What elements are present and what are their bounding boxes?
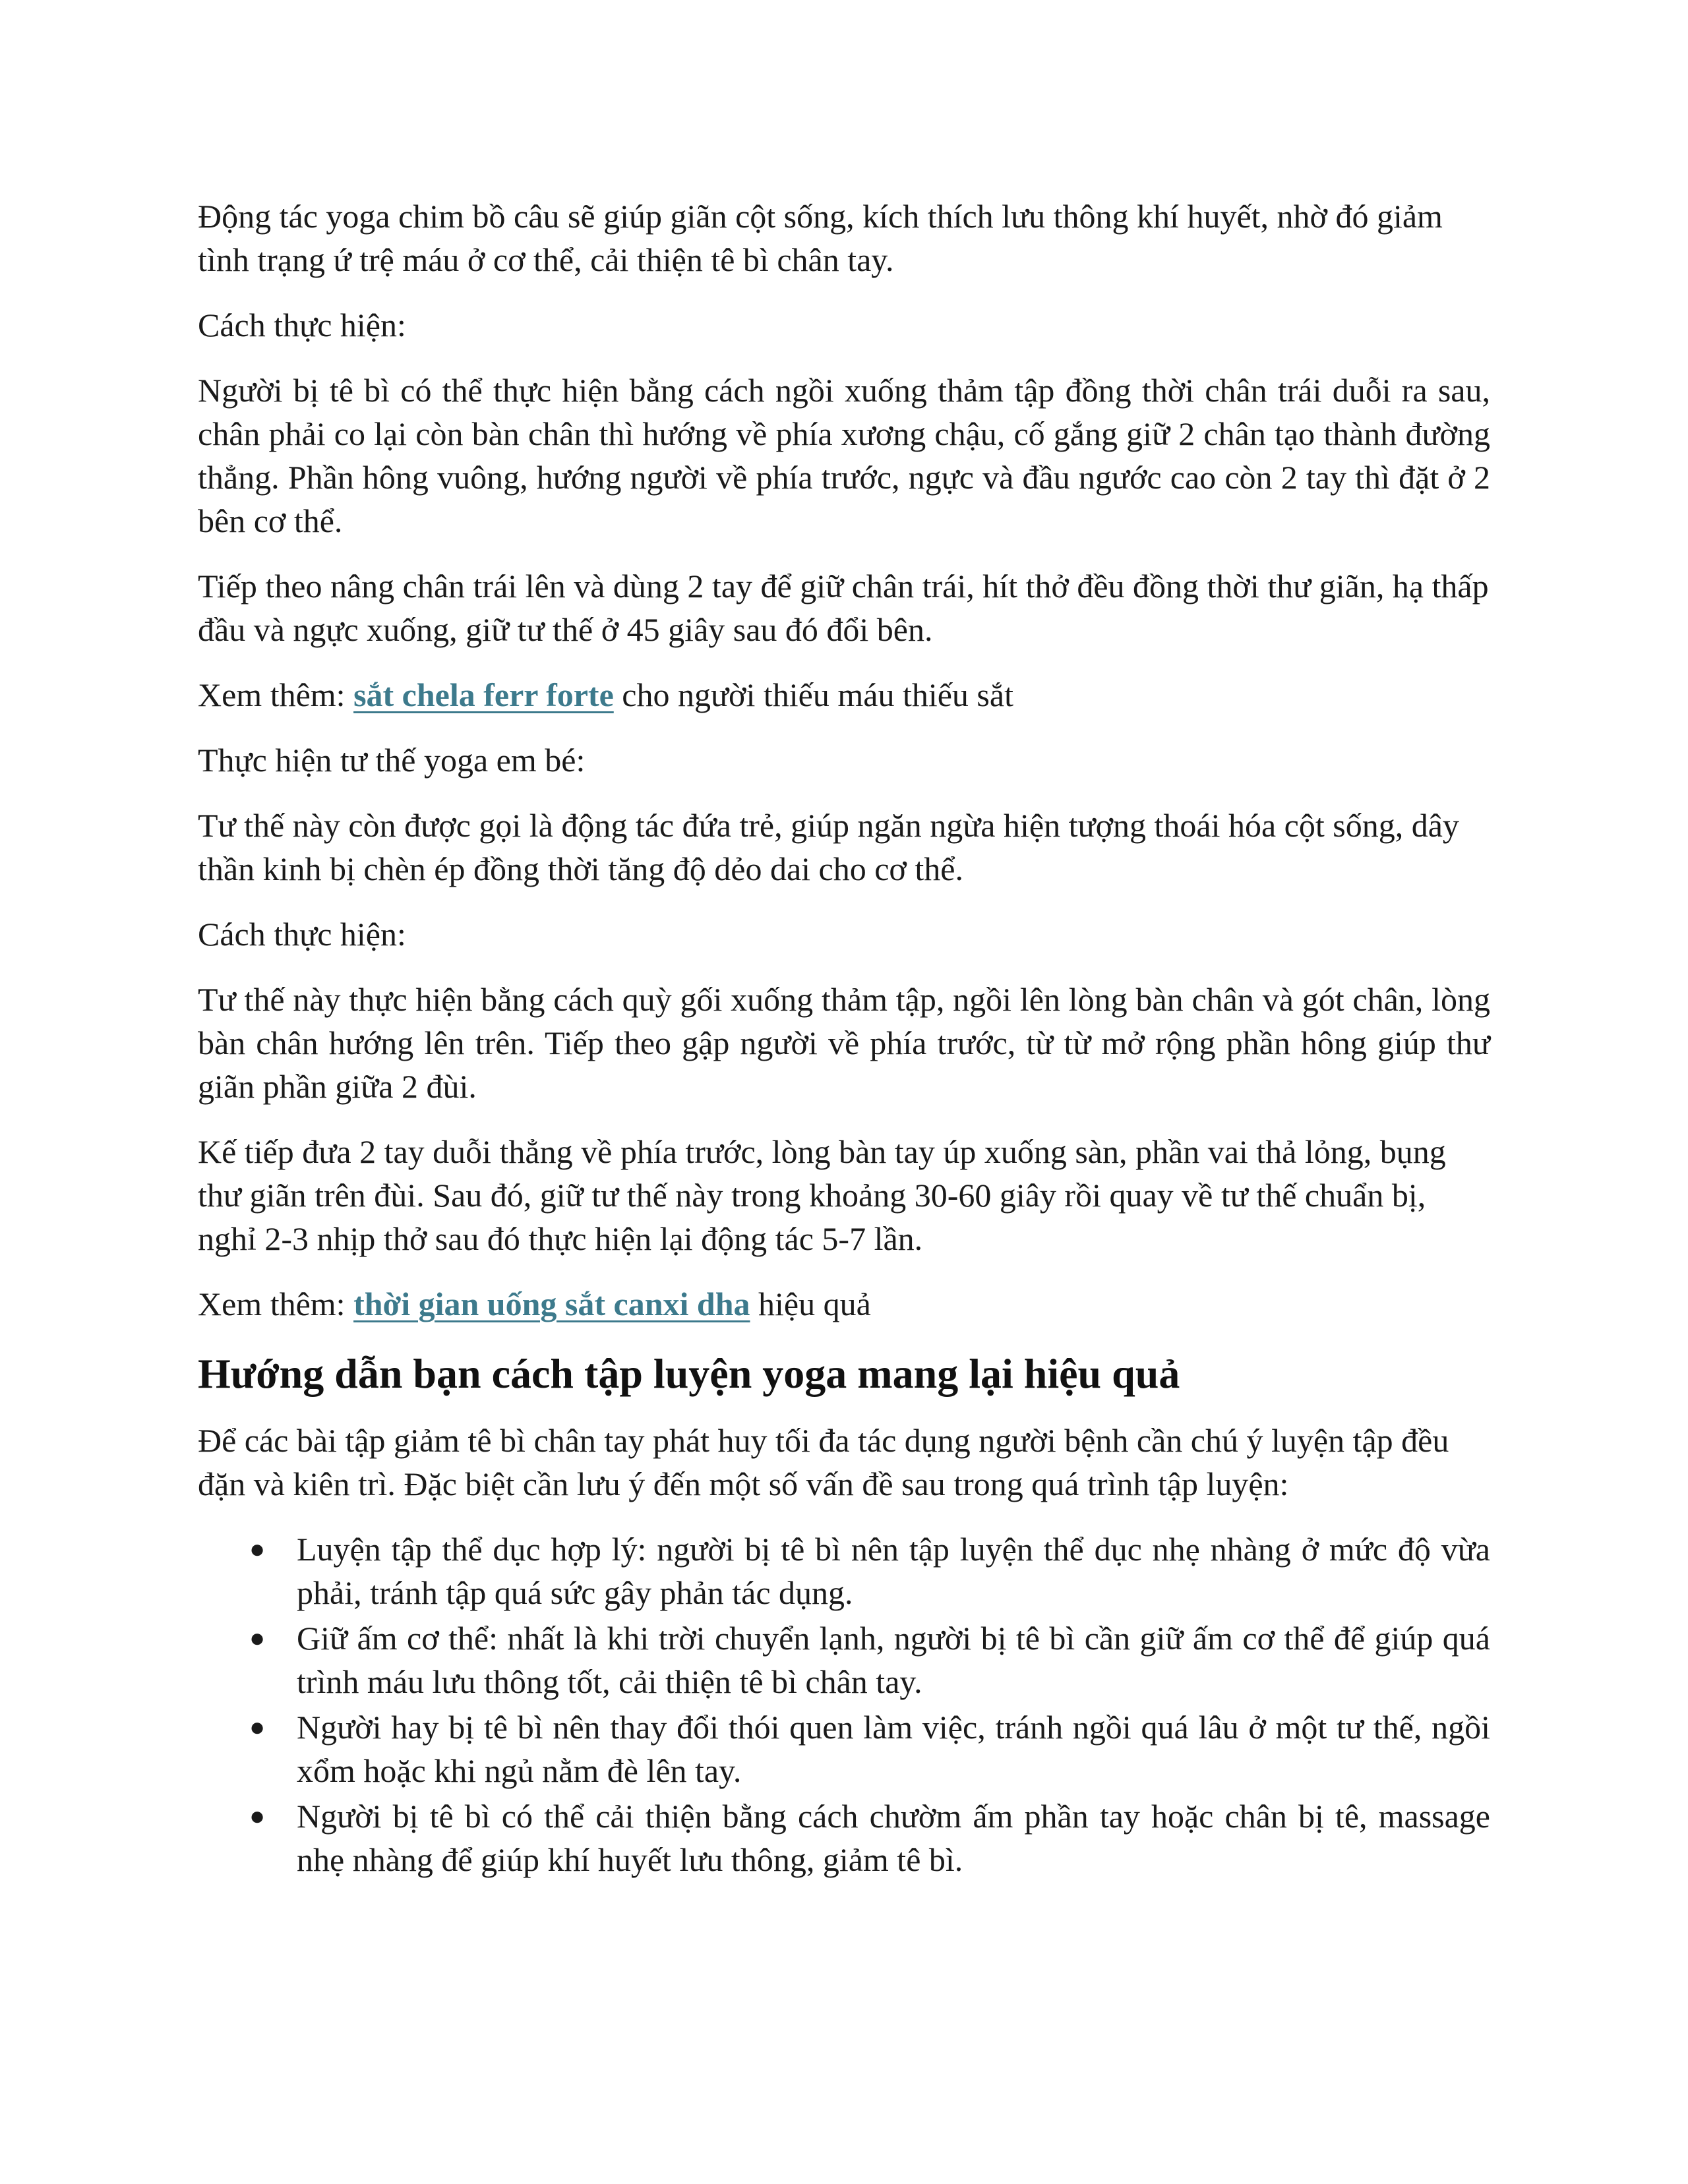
paragraph-child-pose-title: Thực hiện tư thế yoga em bé: bbox=[198, 742, 586, 779]
bullet-icon: ● bbox=[249, 1534, 266, 1564]
bullet-icon: ● bbox=[249, 1801, 266, 1831]
see-more-iron-supplement bbox=[198, 673, 1490, 717]
paragraph-pigeon-pose-steps: Người bị tê bì có thể thực hiện bằng cách ngồi xuống thảm tập đồng thời chân trái duỗi ra sau, chân phải co lại còn bàn chân thì hướng về phía xương chậu, cố gắng giữ 2 chân tạo thành đường thẳng. Phần hông vuông, hướng người về phía trước, ngực và đầu ngước cao còn 2 tay thì đặt ở 2 bên cơ thể. bbox=[198, 372, 1490, 539]
paragraph-how-to-label: Cách thực hiện: bbox=[198, 307, 406, 343]
see-more-prefix: Xem thêm: bbox=[198, 1285, 354, 1322]
bullet-icon: ● bbox=[249, 1712, 266, 1742]
list-item bbox=[249, 1527, 1490, 1614]
paragraph-pigeon-pose-benefits: Động tác yoga chim bồ câu sẽ giúp giãn cột sống, kích thích lưu thông khí huyết, nhờ đó giảm tình trạng ứ trệ máu ở cơ thể, cải thiện tê bì chân tay. bbox=[198, 198, 1443, 278]
list-item bbox=[249, 1705, 1490, 1792]
tip-text: Luyện tập thể dục hợp lý: người bị tê bì nên tập luyện thể dục nhẹ nhàng ở mức độ vừa phải, tránh tập quá sức gây phản tác dụng. bbox=[297, 1531, 1490, 1611]
tip-text: Giữ ấm cơ thể: nhất là khi trời chuyển lạnh, người bị tê bì cần giữ ấm cơ thể để giúp quá trình máu lưu thông tốt, cải thiện tê bì chân tay. bbox=[297, 1620, 1490, 1700]
tip-text: Người bị tê bì có thể cải thiện bằng cách chườm ấm phần tay hoặc chân bị tê, massage nhẹ nhàng để giúp khí huyết lưu thông, giảm tê bì. bbox=[297, 1798, 1490, 1878]
paragraph-child-pose-benefits: Tư thế này còn được gọi là động tác đứa trẻ, giúp ngăn ngừa hiện tượng thoái hóa cột sống, dây thần kinh bị chèn ép đồng thời tăng độ dẻo dai cho cơ thể. bbox=[198, 807, 1459, 887]
iron-calcium-dha-link[interactable]: thời gian uống sắt canxi dha bbox=[353, 1285, 750, 1322]
list-item bbox=[249, 1794, 1490, 1881]
see-more-suffix: hiệu quả bbox=[750, 1285, 871, 1322]
list-item bbox=[249, 1616, 1490, 1703]
paragraph-pigeon-pose-hold: Tiếp theo nâng chân trái lên và dùng 2 tay để giữ chân trái, hít thở đều đồng thời thư giãn, hạ thấp đầu và ngực xuống, giữ tư thế ở 45 giây sau đó đổi bên. bbox=[198, 568, 1489, 648]
paragraph-child-pose-hold: Kế tiếp đưa 2 tay duỗi thẳng về phía trước, lòng bàn tay úp xuống sàn, phần vai thả lỏng, bụng thư giãn trên đùi. Sau đó, giữ tư thế này trong khoảng 30-60 giây rồi quay về tư thế chuẩn bị, nghỉ 2-3 nhịp thở sau đó thực hiện lại động tác 5-7 lần. bbox=[198, 1133, 1446, 1257]
see-more-prefix: Xem thêm: bbox=[198, 676, 354, 713]
bullet-icon: ● bbox=[249, 1623, 266, 1653]
section-intro: Để các bài tập giảm tê bì chân tay phát huy tối đa tác dụng người bệnh cần chú ý luyện tập đều đặn và kiên trì. Đặc biệt cần lưu ý đến một số vấn đề sau trong quá trình tập luyện: bbox=[198, 1422, 1449, 1502]
section-heading: Hướng dẫn bạn cách tập luyện yoga mang lại hiệu quả bbox=[198, 1350, 1180, 1397]
paragraph-how-to-label-2: Cách thực hiện: bbox=[198, 916, 406, 953]
document-page bbox=[198, 194, 1490, 1883]
paragraph-child-pose-steps: Tư thế này thực hiện bằng cách quỳ gối xuống thảm tập, ngồi lên lòng bàn chân và gót chân, lòng bàn chân hướng lên trên. Tiếp theo gập người về phía trước, từ từ mở rộng phần hông giúp thư giãn phần giữa 2 đùi. bbox=[198, 981, 1490, 1105]
tips-list bbox=[198, 1527, 1490, 1881]
tip-text: Người hay bị tê bì nên thay đổi thói quen làm việc, tránh ngồi quá lâu ở một tư thế, ngồi xổm hoặc khi ngủ nằm đè lên tay. bbox=[297, 1709, 1490, 1789]
see-more-suffix: cho người thiếu máu thiếu sắt bbox=[613, 676, 1013, 713]
see-more-calcium-dha bbox=[198, 1282, 1490, 1326]
chela-ferr-forte-link[interactable]: sắt chela ferr forte bbox=[353, 676, 614, 713]
